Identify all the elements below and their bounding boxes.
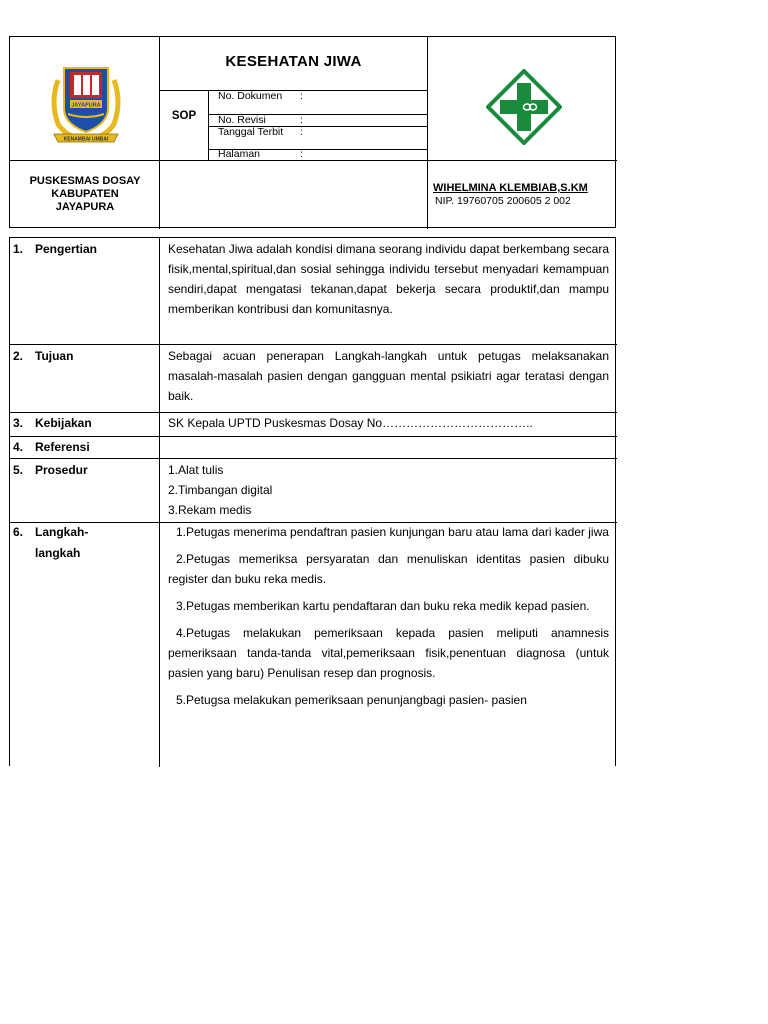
meta-colon: : (300, 126, 303, 138)
signatory-name: WIHELMINA KLEMBIAB,S.KM (433, 182, 588, 194)
section-text-tujuan: Sebagai acuan penerapan Langkah-langkah untuk petugas melaksanakan masalah-masalah pasien dengan gangguan mental psikiatri agar teratasi dengan baik. (168, 349, 609, 403)
section-title: Prosedur (35, 463, 88, 477)
section-number: 5. (13, 463, 24, 477)
section-title: Pengertian (35, 242, 98, 256)
section-label-referensi (13, 437, 90, 457)
section-label-kebijakan (13, 413, 92, 433)
meta-label: Tanggal Terbit (218, 126, 284, 138)
meta-label: No. Revisi (218, 114, 266, 126)
puskesmas-cross-logo (486, 69, 562, 145)
divider (10, 160, 617, 161)
meta-colon: : (300, 114, 303, 126)
svg-text:JAYAPURA: JAYAPURA (71, 102, 101, 109)
divider (10, 458, 617, 459)
section-label-pengertian (13, 239, 97, 259)
list-item: 5.Petugsa melakukan pemeriksaan penunjangbagi pasien- pasien (176, 693, 527, 707)
meta-label: Halaman (218, 148, 261, 160)
svg-text:KENAMBAI UMBAI: KENAMBAI UMBAI (63, 136, 109, 143)
signatory-nip: NIP. 19760705 200605 2 002 (435, 195, 571, 207)
section-label-langkah (13, 522, 88, 542)
section-list-langkah (168, 522, 609, 717)
section-title: Kebijakan (35, 416, 92, 430)
meta-colon: : (300, 90, 303, 102)
jayapura-crest-logo (48, 62, 124, 146)
divider (427, 37, 428, 229)
section-label-langkah-cont: langkah (35, 546, 81, 560)
divider (159, 238, 160, 767)
section-label-tujuan (13, 346, 73, 366)
organization-line: PUSKESMAS DOSAY (29, 175, 141, 187)
section-number: 6. (13, 525, 24, 539)
list-item: 2.Timbangan digital (168, 483, 273, 497)
meta-colon: : (300, 148, 303, 160)
sop-header (9, 36, 616, 228)
list-item: 1.Alat tulis (168, 463, 224, 477)
organization-name (10, 175, 160, 214)
list-item: 1.Petugas menerima pendaftran pasien kunjungan baru atau lama dari kader jiwa (176, 525, 609, 539)
organization-line: KABUPATEN (51, 188, 119, 200)
section-number: 3. (13, 416, 24, 430)
list-item: 3.Petugas memberikan kartu pendaftaran dan buku reka medik kepad pasien. (176, 599, 590, 613)
section-text-pengertian: Kesehatan Jiwa adalah kondisi dimana seorang individu dapat berkembang secara fisik,mental,spiritual,dan sosial sehingga individu tersebut menyadari kemampuan sendiri,dapat mengatasi tekanan,dapat bekerja secara produktif,dan mampu memberikan kontribusi dan komunitasnya. (168, 242, 609, 316)
document-title: KESEHATAN JIWA (225, 53, 362, 70)
sop-label: SOP (171, 110, 197, 122)
divider (10, 344, 617, 345)
section-number: 2. (13, 349, 24, 363)
section-title: Langkah- (35, 525, 89, 539)
section-list-prosedur (168, 460, 609, 520)
section-text-kebijakan: SK Kepala UPTD Puskesmas Dosay No……………………………….. (168, 416, 533, 430)
sop-body-table (9, 237, 616, 766)
section-title: Tujuan (35, 349, 74, 363)
section-title: Referensi (35, 440, 90, 454)
list-item: 3.Rekam medis (168, 503, 252, 517)
divider (10, 436, 617, 437)
section-number: 4. (13, 440, 24, 454)
organization-line: JAYAPURA (55, 201, 115, 213)
section-label-prosedur (13, 460, 88, 480)
meta-label: No. Dokumen (218, 90, 283, 102)
list-item: 2.Petugas memeriksa persyaratan dan menuliskan identitas pasien dibuku register dan buku reka medis. (168, 552, 609, 586)
list-item: 4.Petugas melakukan pemeriksaan kepada pasien meliputi anamnesis pemeriksaan tanda-tanda vital,pemeriksaan fisik,penentuan diagnosa (untuk pasien yang baru) Penulisan resep dan prognosis. (168, 626, 609, 680)
section-number: 1. (13, 242, 24, 256)
